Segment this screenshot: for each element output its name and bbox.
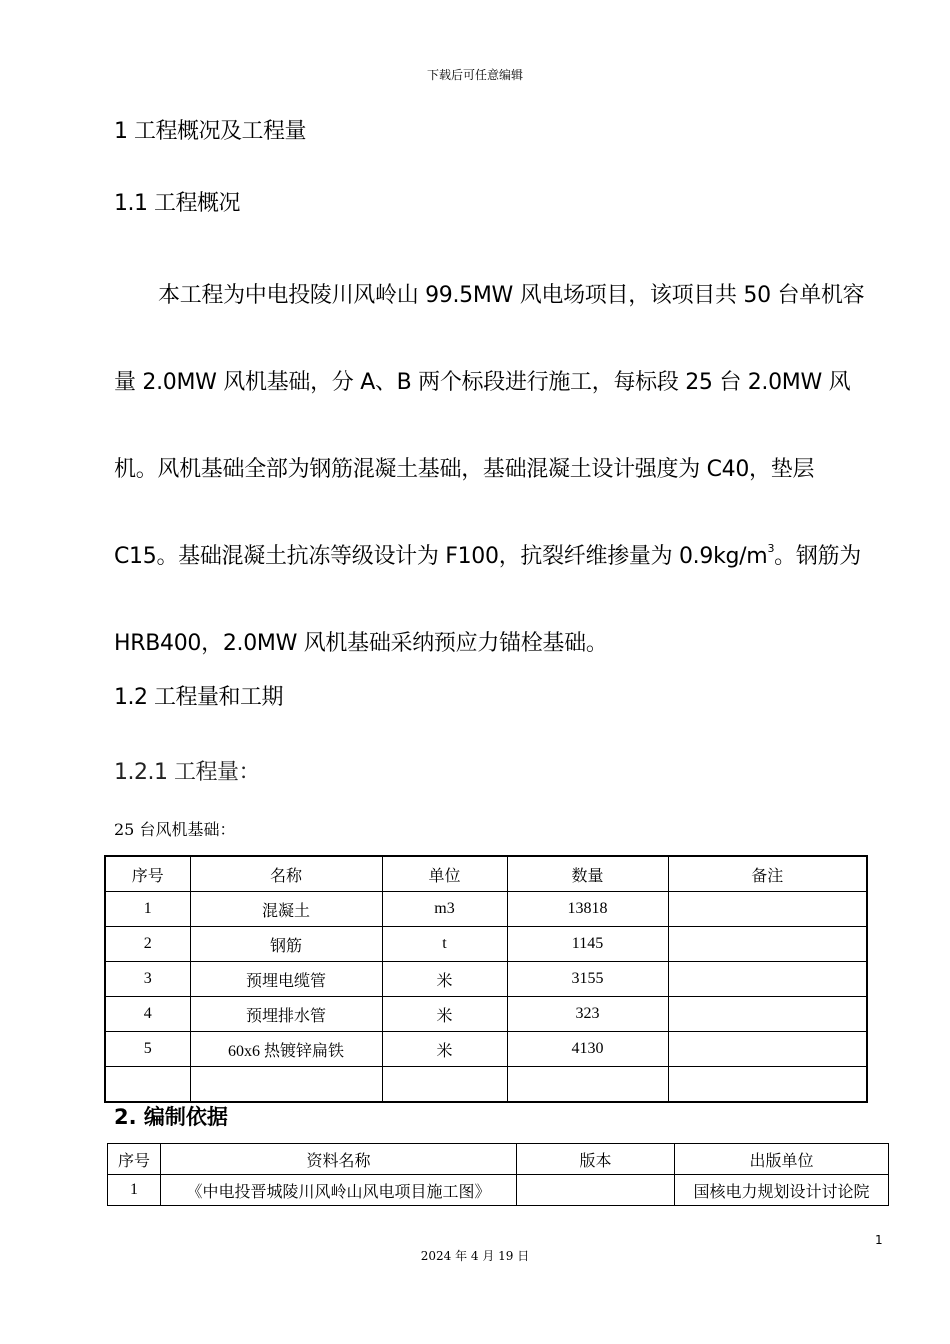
table-cell: 米	[382, 1032, 507, 1067]
header-cell: 版本	[517, 1144, 675, 1175]
footer-date: 2024 年 4 月 19 日	[420, 1249, 530, 1263]
table-cell	[668, 892, 867, 927]
quantity-table-caption: 25 台风机基础：	[114, 820, 236, 839]
table-cell: 3155	[507, 962, 668, 997]
reference-table	[107, 1143, 889, 1206]
header-cell: 出版单位	[675, 1144, 889, 1175]
table-cell	[105, 1067, 190, 1103]
table-cell: 《中电投晋城陵川风岭山风电项目施工图》	[161, 1175, 517, 1206]
table-cell	[507, 1067, 668, 1103]
page-number: 1	[875, 1233, 883, 1247]
table-cell: 预埋排水管	[190, 997, 382, 1032]
table-cell: t	[382, 927, 507, 962]
table-cell: m3	[382, 892, 507, 927]
table-row	[105, 962, 867, 997]
table-cell: 5	[105, 1032, 190, 1067]
section-1-2-1-title: 1.2.1 工程量：	[114, 760, 260, 785]
table-header-row	[108, 1144, 889, 1175]
section-1-title: 1 工程概况及工程量	[114, 119, 306, 144]
table-row	[105, 892, 867, 927]
table-row	[105, 927, 867, 962]
table-cell	[190, 1067, 382, 1103]
overview-superscript: 3	[767, 542, 775, 555]
table-cell: 1	[105, 892, 190, 927]
header-cell: 资料名称	[161, 1144, 517, 1175]
table-cell: 13818	[507, 892, 668, 927]
table-cell: 3	[105, 962, 190, 997]
header-cell: 单位	[382, 856, 507, 892]
header-cell: 备注	[668, 856, 867, 892]
overview-paragraph	[114, 252, 884, 687]
table-row	[105, 1067, 867, 1103]
table-cell: 米	[382, 962, 507, 997]
table-cell: 1145	[507, 927, 668, 962]
table-row	[108, 1175, 889, 1206]
table-header-row	[105, 856, 867, 892]
section-1-2-title: 1.2 工程量和工期	[114, 685, 283, 710]
table-cell: 4130	[507, 1032, 668, 1067]
table-cell: 60x6 热镀锌扁铁	[190, 1032, 382, 1067]
table-cell: 混凝土	[190, 892, 382, 927]
table-cell	[668, 1032, 867, 1067]
header-cell: 序号	[105, 856, 190, 892]
table-row	[105, 997, 867, 1032]
overview-text-part1: 本工程为中电投陵川风岭山 99.5MW 风电场项目，该项目共 50 台单机容量 2.0MW 风机基础，分 A、B 两个标段进行施工，每标段 25 台 2.0MW 风机。风机基础全部为钢筋混凝土基础，基础混凝土设计强度为 C40，垫层 C15。基础混凝土抗冻等级设计为 F100，抗裂纤维掺量为 0.9kg/m	[114, 283, 865, 569]
table-cell: 钢筋	[190, 927, 382, 962]
table-cell	[668, 997, 867, 1032]
table-cell	[382, 1067, 507, 1103]
table-cell: 米	[382, 997, 507, 1032]
table-cell: 预埋电缆管	[190, 962, 382, 997]
table-cell	[668, 962, 867, 997]
table-cell: 1	[108, 1175, 161, 1206]
table-row	[105, 1032, 867, 1067]
table-cell: 2	[105, 927, 190, 962]
table-cell: 4	[105, 997, 190, 1032]
quantity-table	[104, 855, 868, 1103]
header-cell: 名称	[190, 856, 382, 892]
section-1-1-title: 1.1 工程概况	[114, 191, 240, 216]
table-cell	[668, 1067, 867, 1103]
table-cell	[668, 927, 867, 962]
header-cell: 数量	[507, 856, 668, 892]
section-2-title: 2. 编制依据	[114, 1105, 228, 1129]
header-cell: 序号	[108, 1144, 161, 1175]
table-cell	[517, 1175, 675, 1206]
header-note: 下载后可任意编辑	[426, 68, 523, 82]
table-cell: 国核电力规划设计讨论院	[675, 1175, 889, 1206]
table-cell: 323	[507, 997, 668, 1032]
overview-text-part2: 。钢筋为 HRB400，2.0MW 风机基础采纳预应力锚栓基础。	[114, 544, 861, 656]
